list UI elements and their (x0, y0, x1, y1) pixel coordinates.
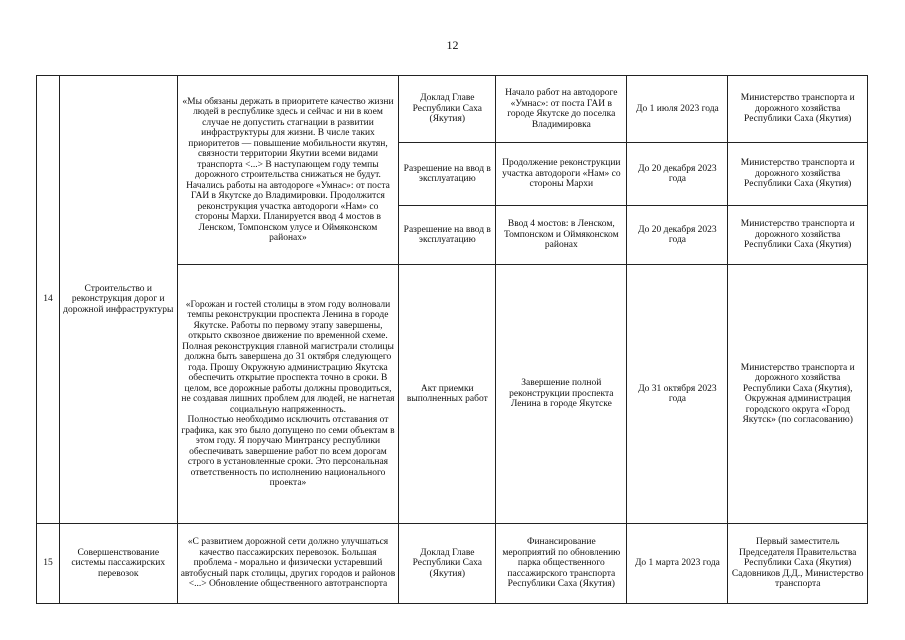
expected-result: Ввод 4 мостов: в Ленском, Томпонском и Оймяконском районах (496, 206, 627, 265)
page-number: 12 (446, 38, 459, 52)
measure-name: Совершенствование системы пассажирских перевозок (59, 524, 177, 604)
measure-name: Строительство и реконструкция дорог и дорожной инфраструктуры (59, 76, 177, 524)
address-quote: «С развитием дорожной сети должно улучшаться качество пассажирских перевозок. Большая проблема - морально и физически устаревший автобусный парк столицы, других городов и районов <...> Обновление общественного автотранспорта (177, 524, 399, 604)
address-quote: «Мы обязаны держать в приоритете качество жизни людей в республике здесь и сейчас и ни в коем случае не допустить стагнации в развитии инфраструктуры для жизни. В числе таких приоритетов — повышение мобильности якутян, связности территории Якутии всеми видами транспорта <...> В наступающем году темпы дорожного строительства снижаться не будут. Начались работы на автодороге «Умнас»: от поста ГАИ в Якутске до Владимировки. Продолжится реконструкция участка автодороги «Нам» со стороны Мархи. Планируется ввод 4 мостов в Ленском, Томпонском улусе и Оймяконском районах» (177, 76, 399, 265)
deadline: До 31 октября 2023 года (627, 265, 728, 524)
executor: Министерство транспорта и дорожного хозяйства Республики Саха (Якутия), Окружная администрация городского округа «Город Якутск» (по согласованию) (728, 265, 868, 524)
executor: Министерство транспорта и дорожного хозяйства Республики Саха (Якутия) (728, 206, 868, 265)
row-number: 14 (37, 76, 60, 524)
deadline: До 1 июля 2023 года (627, 76, 728, 143)
executor: Министерство транспорта и дорожного хозяйства Республики Саха (Якутия) (728, 143, 868, 206)
table-row (37, 524, 868, 604)
table-row (37, 76, 868, 143)
deadline: До 20 декабря 2023 года (627, 143, 728, 206)
row-number: 15 (37, 524, 60, 604)
report-form: Разрешение на ввод в эксплуатацию (399, 206, 496, 265)
executor: Министерство транспорта и дорожного хозяйства Республики Саха (Якутия) (728, 76, 868, 143)
report-form: Доклад Главе Республики Саха (Якутия) (399, 524, 496, 604)
report-form: Акт приемки выполненных работ (399, 265, 496, 524)
expected-result: Продолжение реконструкции участка автодороги «Нам» со стороны Мархи (496, 143, 627, 206)
quote-paragraph: Полностью необходимо исключить отставания от графика, как это было допущено по семи объектам в этом году. Я поручаю Минтрансу республики обеспечивать завершение работ по всем дорогам строго в установленные сроки. Это персональная ответственность по исполнению национального проекта» (181, 415, 395, 488)
report-form: Доклад Главе Республики Саха (Якутия) (399, 76, 496, 143)
quote-paragraph: «Горожан и гостей столицы в этом году волновали темпы реконструкции проспекта Ленина в городе Якутске. Работы по первому этапу завершены, открыто сквозное движение по временной схеме. Полная реконструкция главной магистрали столицы должна быть завершена до 31 октября следующего года. Прошу Окружную администрацию Якутска обеспечить открытие проспекта точно в сроки. В целом, все дорожные работы должны проводиться, не создавая лишних проблем для людей, не нагнетая социальную напряженность. (181, 299, 395, 415)
expected-result: Начало работ на автодороге «Умнас»: от поста ГАИ в городе Якутске до поселка Владимировка (496, 76, 627, 143)
deadline: До 20 декабря 2023 года (627, 206, 728, 265)
expected-result: Финансирование мероприятий по обновлению парка общественного пассажирского транспорта Республики Саха (Якутия) (496, 524, 627, 604)
expected-result: Завершение полной реконструкции проспекта Ленина в городе Якутске (496, 265, 627, 524)
report-form: Разрешение на ввод в эксплуатацию (399, 143, 496, 206)
executor: Первый заместитель Председателя Правительства Республики Саха (Якутия) Садовников Д.Д., Министерство транспорта (728, 524, 868, 604)
address-quote (177, 265, 399, 524)
measures-table (36, 75, 868, 604)
deadline: До 1 марта 2023 года (627, 524, 728, 604)
